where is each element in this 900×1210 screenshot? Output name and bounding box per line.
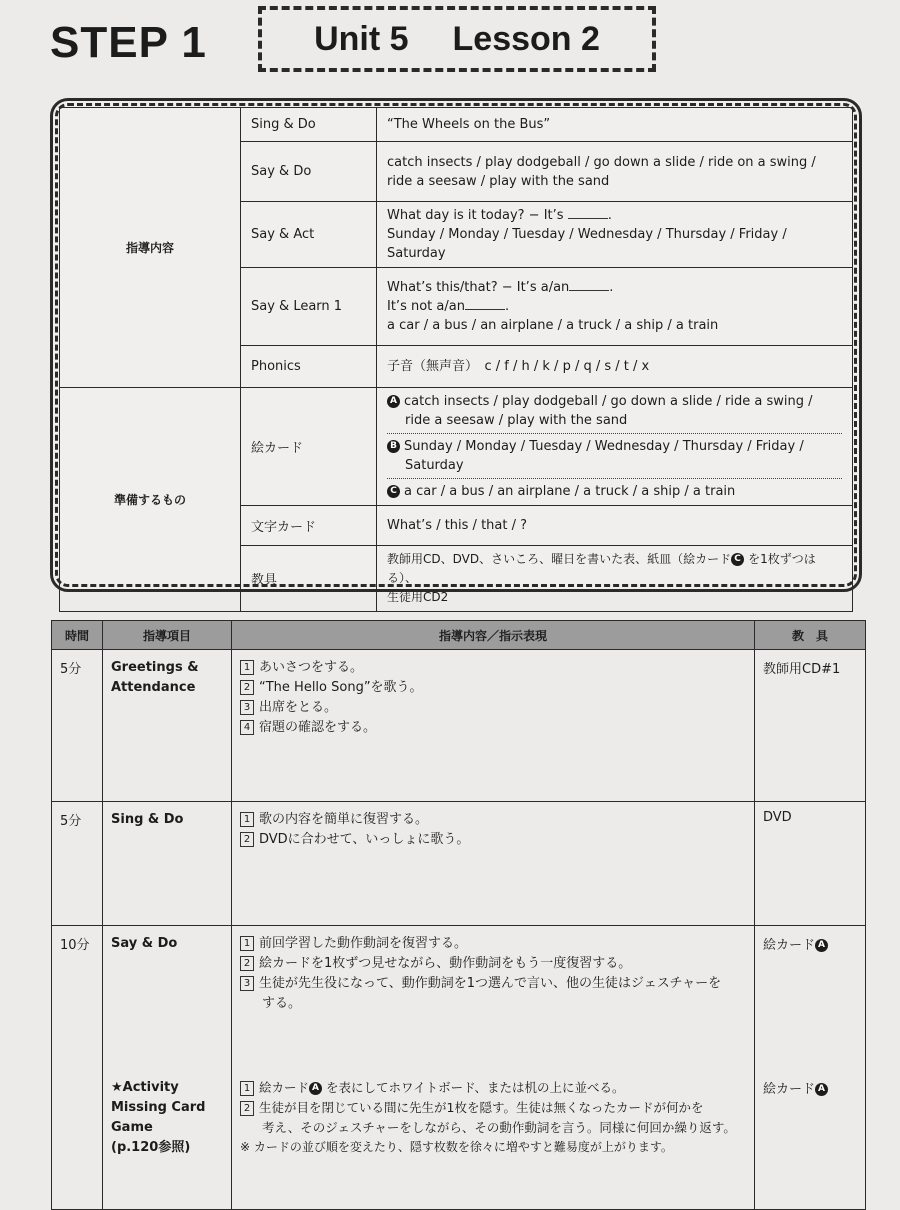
row-steps: 1 あいさつをする。 2 “The Hello Song”を歌う。 3 出席をとる。 4 宿題の確認をする。 — [232, 650, 755, 802]
unit-lesson-box — [258, 6, 656, 72]
header-content: 指導内容／指示表現 — [232, 621, 755, 650]
row-time: 10分 — [52, 926, 103, 1070]
prep-content: 教師用CD、DVD、さいころ、曜日を書いた表、紙皿（絵カード C を1枚ずつはる）、 生徒用CD2 — [377, 546, 853, 612]
summary-content: catch insects / play dodgeball / go down a slide / ride on a swing / ride a seesaw / play with the sand — [377, 142, 853, 202]
row-materials: 絵カード A — [755, 926, 866, 1070]
activity-say-do: Say & Do — [241, 142, 377, 202]
circled-c-icon: C — [731, 553, 744, 566]
row-time — [52, 1070, 103, 1210]
activity-phonics: Phonics — [241, 346, 377, 388]
summary-content: What’s this/that? − It’s a/an . It’s not a/an . a car / a bus / an airplane / a truck / a ship / a train — [377, 268, 853, 346]
row-item: Sing & Do — [103, 802, 232, 926]
summary-content: “The Wheels on the Bus” — [377, 108, 853, 142]
activity-say-learn: Say & Learn 1 — [241, 268, 377, 346]
summary-content: What day is it today? − It’s . Sunday / Monday / Tuesday / Wednesday / Thursday / Friday / Saturday — [377, 202, 853, 268]
row-item: ★Activity Missing Card Game (p.120参照) — [103, 1070, 232, 1210]
circled-c-icon: C — [387, 485, 400, 498]
header-materials: 教 具 — [755, 621, 866, 650]
lesson-label: Lesson 2 — [452, 19, 600, 58]
circled-a-icon: A — [309, 1082, 322, 1095]
step-title: STEP 1 — [50, 18, 207, 67]
circled-b-icon: B — [387, 440, 400, 453]
row-materials: 絵カード A — [755, 1070, 866, 1210]
row-steps: 1 前回学習した動作動詞を復習する。 2 絵カードを1枚ずつ見せながら、動作動詞をもう一度復習する。 3 生徒が先生役になって、動作動詞を1つ選んで言い、他の生徒はジェスチャーを する。 — [232, 926, 755, 1070]
table-row — [52, 802, 866, 926]
activity-sing-do: Sing & Do — [241, 108, 377, 142]
row-steps: 1 歌の内容を簡単に復習する。 2 DVDに合わせて、いっしょに歌う。 — [232, 802, 755, 926]
row-item: Say & Do — [103, 926, 232, 1070]
summary-content: 子音（無声音） c / f / h / k / p / q / s / t / x — [377, 346, 853, 388]
circled-a-icon: A — [387, 395, 400, 408]
header-item: 指導項目 — [103, 621, 232, 650]
lesson-summary-table — [50, 98, 862, 604]
unit-label: Unit 5 — [314, 19, 409, 58]
activity-note: ※ カードの並び順を変えたり、隠す枚数を徐々に増やすと難易度が上がります。 — [240, 1139, 673, 1154]
row-time: 5分 — [52, 650, 103, 802]
header-time: 時間 — [52, 621, 103, 650]
prep-picture-cards: 絵カード — [241, 388, 377, 506]
row-item: Greetings & Attendance — [103, 650, 232, 802]
row-time: 5分 — [52, 802, 103, 926]
table-row — [52, 650, 866, 802]
table-row — [52, 926, 866, 1070]
table-row — [52, 1070, 866, 1210]
prep-teaching-tools: 教具 — [241, 546, 377, 612]
row-steps: 1 絵カード A を表にしてホワイトボード、または机の上に並べる。 2 生徒が目を閉じている間に先生が1枚を隠す。生徒は無くなったカードが何かを 考え、そのジェスチャーをしながら、その動作動詞を言う。同様に何回か繰り返す。 ※ カードの並び順を変えたり、隠す枚数を徐々に増やすと難易度が上がります。 — [232, 1070, 755, 1210]
prep-word-cards: 文字カード — [241, 506, 377, 546]
row-materials: DVD — [755, 802, 866, 926]
content-category: 指導内容 — [60, 108, 241, 388]
row-materials: 教師用CD#1 — [755, 650, 866, 802]
lesson-plan-table — [51, 620, 866, 1210]
prep-content: What’s / this / that / ? — [377, 506, 853, 546]
prep-category: 準備するもの — [60, 388, 241, 612]
activity-say-act: Say & Act — [241, 202, 377, 268]
circled-a-icon: A — [815, 939, 828, 952]
prep-content: A catch insects / play dodgeball / go down a slide / ride a swing / ride a seesaw / play with the sand B Sunday / Monday / Tuesday / Wednesday / Thursday / Friday / Saturday C a car / a bus / an airplane / a truck / a ship / a train — [377, 388, 853, 506]
circled-a-icon: A — [815, 1083, 828, 1096]
